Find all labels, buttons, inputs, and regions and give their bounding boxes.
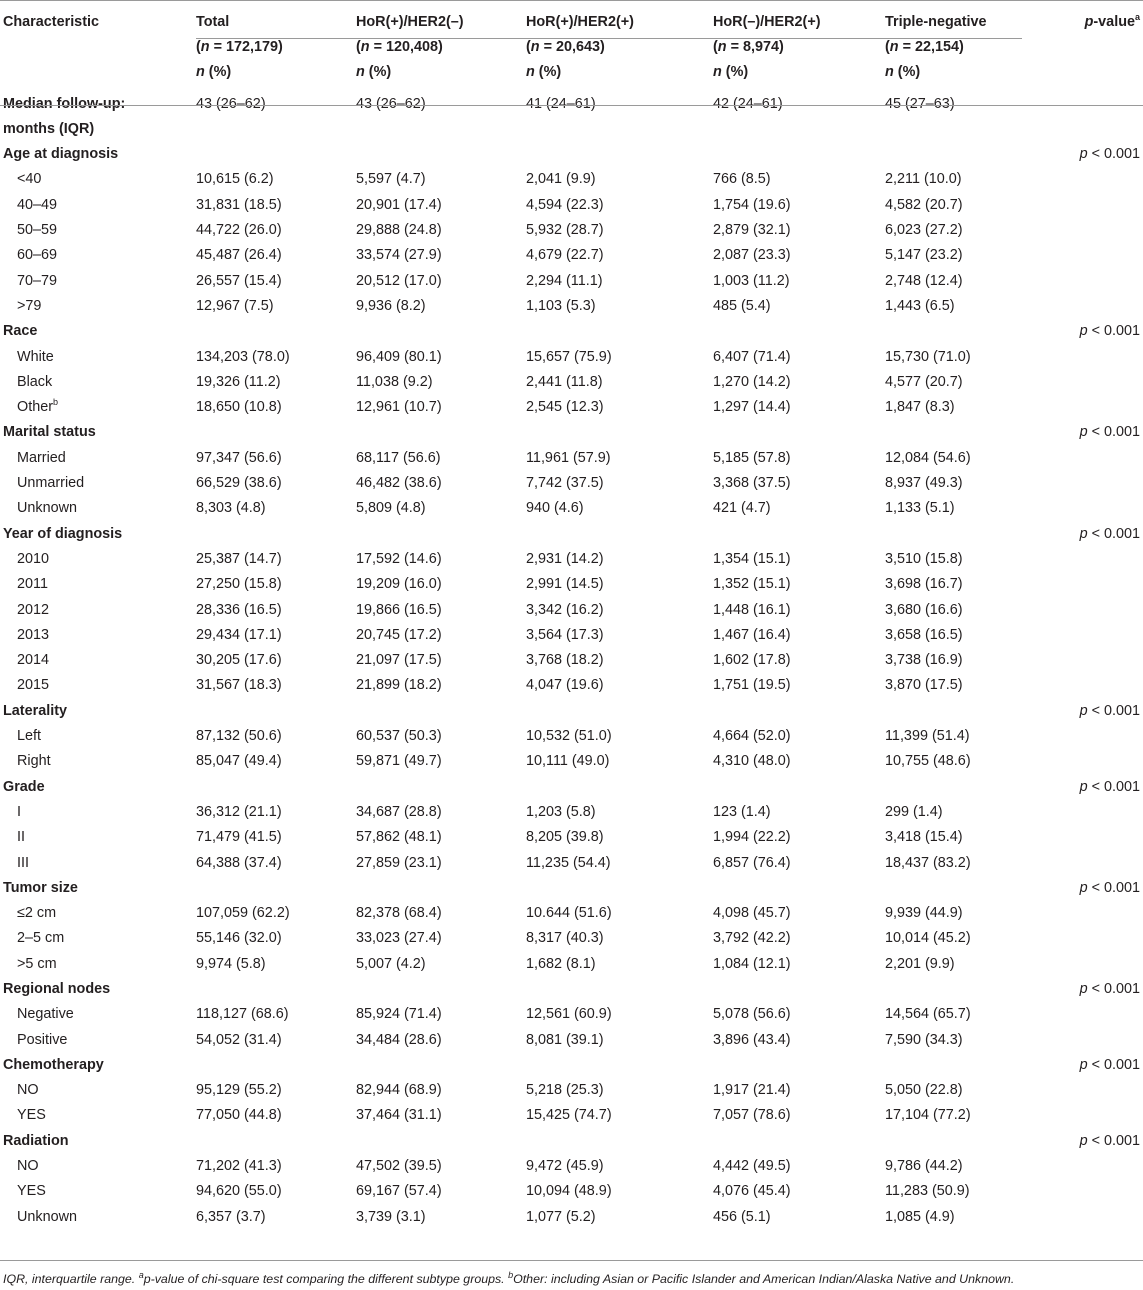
section-row [0,1053,1143,1078]
table-cell: 3,564 (17.3) [526,626,604,643]
section-title: Age at diagnosis [3,146,119,163]
table-cell: 8,317 (40.3) [526,930,604,947]
table-cell: 55,146 (32.0) [196,930,282,947]
table-row [0,547,1143,572]
table-cell: 97,347 (56.6) [196,449,282,466]
table-cell: 66,529 (38.6) [196,475,282,492]
table-cell: 2,441 (11.8) [526,373,603,390]
row-label: ≤2 cm [17,905,57,922]
table-cell: 10,755 (48.6) [885,753,971,770]
section-title: Race [3,323,38,340]
row-label: >79 [17,297,42,314]
table-cell: 45,487 (26.4) [196,247,282,264]
table-cell: 12,561 (60.9) [526,1006,612,1023]
table-cell: 299 (1.4) [885,803,943,820]
header-pvalue: p-value$^a$ [1084,12,1140,30]
section-row [0,977,1143,1002]
row-label: 40–49 [17,196,58,213]
row-label: 60–69 [17,247,58,264]
table-cell: 33,023 (27.4) [356,930,442,947]
table-row [0,496,1143,521]
table-cell: 2,211 (10.0) [885,171,962,188]
table-row [0,1154,1143,1179]
row-label: 2–5 cm [17,930,65,947]
table-bottom-rule [0,1260,1143,1261]
table-cell: 1,467 (16.4) [713,626,791,643]
table-cell: 3,342 (16.2) [526,601,604,618]
table-cell: 118,127 (68.6) [196,1006,289,1023]
table-cell: 21,097 (17.5) [356,652,442,669]
table-cell: 8,205 (39.8) [526,829,604,846]
header-col-name: HoR(+)/HER2(–) [356,14,464,30]
table-cell: 19,866 (16.5) [356,601,442,618]
table-cell: 11,283 (50.9) [885,1183,970,1200]
section-pvalue: p < 0.001 [1079,702,1140,719]
table-cell: 1,847 (8.3) [885,399,955,416]
row-label: >5 cm [17,955,57,972]
section-title: Radiation [3,1132,69,1149]
table-cell: 21,899 (18.2) [356,677,442,694]
table-row [0,471,1143,496]
section-pvalue: p < 0.001 [1079,879,1140,896]
table-row [0,598,1143,623]
table-cell: 5,185 (57.8) [713,449,791,466]
table-cell: 6,857 (76.4) [713,854,791,871]
header-characteristic: Characteristic [3,14,99,30]
table-cell: 33,574 (27.9) [356,247,442,264]
table-cell: 77,050 (44.8) [196,1107,282,1124]
header-col-n: (n = 22,154) [885,39,964,55]
table-cell: 9,786 (44.2) [885,1158,963,1175]
table-cell: 34,687 (28.8) [356,803,442,820]
table-cell: 5,078 (56.6) [713,1006,791,1023]
table-cell: 1,754 (19.6) [713,196,791,213]
row-label: NO [17,1082,39,1099]
table-cell: 940 (4.6) [526,500,584,517]
table-cell: 4,582 (20.7) [885,196,963,213]
table-cell: 34,484 (28.6) [356,1031,442,1048]
table-cell: 47,502 (39.5) [356,1158,442,1175]
table-row [0,572,1143,597]
header-col-name: HoR(+)/HER2(+) [526,14,634,30]
table-cell: 44,722 (26.0) [196,222,282,239]
table-cell: 1,448 (16.1) [713,601,791,618]
table-cell: 1,133 (5.1) [885,500,955,517]
header-bottom-rule [0,105,1143,106]
table-cell: 20,745 (17.2) [356,626,442,643]
table-cell: 6,407 (71.4) [713,348,791,365]
table-row [0,193,1143,218]
header-col-n: (n = 20,643) [526,39,605,55]
section-row [0,522,1143,547]
row-label: Right [17,753,51,770]
table-cell: 7,742 (37.5) [526,475,604,492]
row-label: III [17,854,29,871]
table-cell: 107,059 (62.2) [196,905,290,922]
table-cell: 64,388 (37.4) [196,854,282,871]
row-label: Other$^b$ [17,397,59,416]
row-label: 2011 [17,576,48,593]
table-cell: 3,368 (37.5) [713,475,791,492]
table-row [0,901,1143,926]
table-cell: 7,057 (78.6) [713,1107,791,1124]
table-cell: 485 (5.4) [713,297,771,314]
table-cell: 8,081 (39.1) [526,1031,604,1048]
table-row [0,1002,1143,1027]
table-cell: 4,664 (52.0) [713,728,791,745]
section-title: Chemotherapy [3,1056,104,1073]
table-cell: 4,594 (22.3) [526,196,604,213]
table-cell: 2,041 (9.9) [526,171,596,188]
header-col-unit: n (%) [885,64,921,81]
table-cell: 94,620 (55.0) [196,1183,282,1200]
table-cell: 1,443 (6.5) [885,297,955,314]
table-cell: 31,567 (18.3) [196,677,282,694]
table-cell: 20,901 (17.4) [356,196,442,213]
table-cell: 59,871 (49.7) [356,753,442,770]
header-col-unit: n (%) [713,64,749,81]
table-cell: 8,303 (4.8) [196,500,266,517]
section-row [0,1129,1143,1154]
table-cell: 10.644 (51.6) [526,905,612,922]
table-cell: 30,205 (17.6) [196,652,282,669]
table-cell: 17,104 (77.2) [885,1107,971,1124]
table-cell: 57,862 (48.1) [356,829,442,846]
table-row [0,952,1143,977]
followup-label: Median follow-up: months (IQR) [3,95,126,137]
table-cell: 28,336 (16.5) [196,601,282,618]
header-col-n: (n = 120,408) [356,39,443,55]
table-row [0,1179,1143,1204]
row-label: YES [17,1183,46,1200]
row-label: 2013 [17,626,50,643]
table-row [0,623,1143,648]
table-cell: 1,003 (11.2) [713,272,790,289]
table-cell: 456 (5.1) [713,1208,771,1225]
table-row [0,800,1143,825]
table-cell: 11,038 (9.2) [356,373,433,390]
table-cell: 1,917 (21.4) [713,1082,791,1099]
table-cell: 10,532 (51.0) [526,728,612,745]
table-row [0,1028,1143,1053]
row-label: II [17,829,25,846]
row-label: 50–59 [17,222,58,239]
header-col-unit: n (%) [526,64,562,81]
table-cell: 1,103 (5.3) [526,297,596,314]
table-cell: 1,203 (5.8) [526,803,596,820]
table-cell: 69,167 (57.4) [356,1183,442,1200]
table-cell: 421 (4.7) [713,500,771,517]
table-cell: 3,418 (15.4) [885,829,963,846]
table-cell: 1,077 (5.2) [526,1208,596,1225]
table-cell: 71,202 (41.3) [196,1158,282,1175]
table-row [0,673,1143,698]
section-title: Year of diagnosis [3,525,123,542]
table-cell: 12,084 (54.6) [885,449,971,466]
section-row [0,319,1143,344]
table-cell: 26,557 (15.4) [196,272,282,289]
table-row [0,269,1143,294]
table-cell: 5,050 (22.8) [885,1082,963,1099]
table-cell: 6,357 (3.7) [196,1208,266,1225]
table-cell: 14,564 (65.7) [885,1006,971,1023]
header-col-n: (n = 8,974) [713,39,784,55]
table-cell: 3,510 (15.8) [885,550,963,567]
table-cell: 1,354 (15.1) [713,550,791,567]
table-cell: 37,464 (31.1) [356,1107,442,1124]
section-row [0,775,1143,800]
table-cell: 85,924 (71.4) [356,1006,442,1023]
table-cell: 5,597 (4.7) [356,171,426,188]
table-cell: 82,378 (68.4) [356,905,442,922]
section-pvalue: p < 0.001 [1079,1132,1140,1149]
table-cell: 29,888 (24.8) [356,222,442,239]
table-row [0,1103,1143,1128]
table-cell: 8,937 (49.3) [885,475,963,492]
table-cell: 2,545 (12.3) [526,399,604,416]
table-cell: 31,831 (18.5) [196,196,282,213]
table-cell: 1,270 (14.2) [713,373,791,390]
table-cell: 7,590 (34.3) [885,1031,963,1048]
section-pvalue: p < 0.001 [1079,525,1140,542]
table-row [0,167,1143,192]
section-pvalue: p < 0.001 [1079,146,1140,163]
table-cell: 27,859 (23.1) [356,854,442,871]
table-body [0,92,1143,1230]
table-cell: 5,007 (4.2) [356,955,426,972]
table-row [0,243,1143,268]
table-cell: 1,297 (14.4) [713,399,791,416]
table-cell: 4,076 (45.4) [713,1183,791,1200]
table-row [0,851,1143,876]
table-cell: 9,936 (8.2) [356,297,426,314]
row-label: 2014 [17,652,50,669]
table-cell: 10,111 (49.0) [526,753,610,770]
header-col-name: Total [196,14,230,30]
table-cell: 5,932 (28.7) [526,222,604,239]
table-cell: 96,409 (80.1) [356,348,442,365]
table-cell: 123 (1.4) [713,803,771,820]
table-cell: 9,472 (45.9) [526,1158,604,1175]
row-label: 2012 [17,601,50,618]
header-col-name: HoR(–)/HER2(+) [713,14,821,30]
header-col-name: Triple-negative [885,14,987,30]
table-cell: 11,961 (57.9) [526,449,611,466]
table-cell: 3,739 (3.1) [356,1208,426,1225]
table-cell: 6,023 (27.2) [885,222,963,239]
table-cell: 2,294 (11.1) [526,272,603,289]
table-cell: 1,602 (17.8) [713,652,791,669]
row-label: Unmarried [17,475,85,492]
table-cell: 95,129 (55.2) [196,1082,282,1099]
table-cell: 2,931 (14.2) [526,550,604,567]
table-cell: 43 (26–62) [356,95,426,112]
table-row [0,724,1143,749]
header-col-unit: n (%) [356,64,392,81]
section-title: Tumor size [3,879,78,896]
row-label: Married [17,449,66,466]
section-pvalue: p < 0.001 [1079,424,1140,441]
row-label: NO [17,1158,39,1175]
table-cell: 3,738 (16.9) [885,652,963,669]
table-cell: 1,085 (4.9) [885,1208,955,1225]
row-label: 2010 [17,550,50,567]
table-row [0,648,1143,673]
table-cell: 25,387 (14.7) [196,550,282,567]
table-cell: 17,592 (14.6) [356,550,442,567]
section-title: Marital status [3,424,96,441]
table-cell: 766 (8.5) [713,171,771,188]
row-label: <40 [17,171,42,188]
table-cell: 9,939 (44.9) [885,905,963,922]
table-cell: 10,094 (48.9) [526,1183,612,1200]
table-cell: 43 (26–62) [196,95,266,112]
table-cell: 2,087 (23.3) [713,247,791,264]
table-cell: 2,201 (9.9) [885,955,955,972]
table-cell: 4,577 (20.7) [885,373,963,390]
table-cell: 27,250 (15.8) [196,576,282,593]
section-pvalue: p < 0.001 [1079,980,1140,997]
table-cell: 1,751 (19.5) [713,677,791,694]
row-label: YES [17,1107,46,1124]
table-cell: 3,870 (17.5) [885,677,963,694]
table-cell: 29,434 (17.1) [196,626,282,643]
table-cell: 5,147 (23.2) [885,247,963,264]
section-row [0,142,1143,167]
table-cell: 15,730 (71.0) [885,348,971,365]
table-cell: 87,132 (50.6) [196,728,282,745]
table-cell: 3,896 (43.4) [713,1031,791,1048]
table-cell: 9,974 (5.8) [196,955,266,972]
table-row [0,1205,1143,1230]
table-row [0,218,1143,243]
table-cell: 10,014 (45.2) [885,930,971,947]
table-cell: 4,047 (19.6) [526,677,604,694]
table-cell: 41 (24–61) [526,95,596,112]
table-cell: 3,792 (42.2) [713,930,791,947]
table-row [0,345,1143,370]
table-cell: 18,437 (83.2) [885,854,971,871]
table-cell: 2,879 (32.1) [713,222,791,239]
row-label: Left [17,728,42,745]
table-cell: 45 (27–63) [885,95,955,112]
table-cell: 5,218 (25.3) [526,1082,604,1099]
table-cell: 4,442 (49.5) [713,1158,791,1175]
table-cell: 12,961 (10.7) [356,399,442,416]
header-col-unit: n (%) [196,64,232,81]
row-label: White [17,348,54,365]
table-cell: 11,399 (51.4) [885,728,970,745]
table-cell: 60,537 (50.3) [356,728,442,745]
row-label: Positive [17,1031,68,1048]
header-group-rule [196,38,1022,39]
table-row [0,1078,1143,1103]
table-cell: 46,482 (38.6) [356,475,442,492]
table-cell: 3,768 (18.2) [526,652,604,669]
table-cell: 1,352 (15.1) [713,576,791,593]
section-row [0,420,1143,445]
header-col-n: (n = 172,179) [196,39,283,55]
table-row [0,825,1143,850]
table-cell: 12,967 (7.5) [196,297,274,314]
table-cell: 85,047 (49.4) [196,753,282,770]
table-cell: 4,098 (45.7) [713,905,791,922]
table-cell: 54,052 (31.4) [196,1031,282,1048]
section-row [0,876,1143,901]
row-label: 2015 [17,677,50,694]
table-header [0,0,1143,92]
section-title: Regional nodes [3,980,111,997]
row-label: Negative [17,1006,74,1023]
table-cell: 10,615 (6.2) [196,171,274,188]
table-row [0,446,1143,471]
section-pvalue: p < 0.001 [1079,1056,1140,1073]
table-cell: 134,203 (78.0) [196,348,290,365]
table-row [0,749,1143,774]
section-row [0,699,1143,724]
table-cell: 11,235 (54.4) [526,854,611,871]
table-cell: 18,650 (10.8) [196,399,282,416]
table-cell: 42 (24–61) [713,95,783,112]
row-label: 70–79 [17,272,58,289]
table-cell: 1,682 (8.1) [526,955,596,972]
table-cell: 3,698 (16.7) [885,576,963,593]
table-cell: 4,310 (48.0) [713,753,791,770]
table-cell: 1,994 (22.2) [713,829,791,846]
table-cell: 19,209 (16.0) [356,576,442,593]
section-title: Grade [3,778,45,795]
table-cell: 2,748 (12.4) [885,272,963,289]
table-cell: 15,657 (75.9) [526,348,612,365]
row-label: I [17,803,21,820]
table-cell: 36,312 (21.1) [196,803,282,820]
table-row [0,370,1143,395]
row-label: Black [17,373,53,390]
table-cell: 1,084 (12.1) [713,955,791,972]
row-label: Unknown [17,500,77,517]
table-cell: 3,658 (16.5) [885,626,963,643]
table-row [0,926,1143,951]
table-cell: 68,117 (56.6) [356,449,441,466]
table-cell: 2,991 (14.5) [526,576,604,593]
table-footnote: IQR, interquartile range. $^a$p-value of chi-square test comparing the different subtype groups. $^b$Other: including Asian or Pacific Islander and American Indian/Alaska Native and Unknown. [3,1269,1015,1286]
table-cell: 19,326 (11.2) [196,373,281,390]
followup-row [0,92,1143,143]
table-cell: 71,479 (41.5) [196,829,282,846]
table-cell: 20,512 (17.0) [356,272,442,289]
row-label: Unknown [17,1208,77,1225]
section-title: Laterality [3,702,67,719]
table-row [0,294,1143,319]
table-row [0,395,1143,420]
section-pvalue: p < 0.001 [1079,323,1140,340]
table-cell: 4,679 (22.7) [526,247,604,264]
section-pvalue: p < 0.001 [1079,778,1140,795]
table-cell: 82,944 (68.9) [356,1082,442,1099]
table-cell: 15,425 (74.7) [526,1107,612,1124]
table-cell: 5,809 (4.8) [356,500,426,517]
table-cell: 3,680 (16.6) [885,601,963,618]
